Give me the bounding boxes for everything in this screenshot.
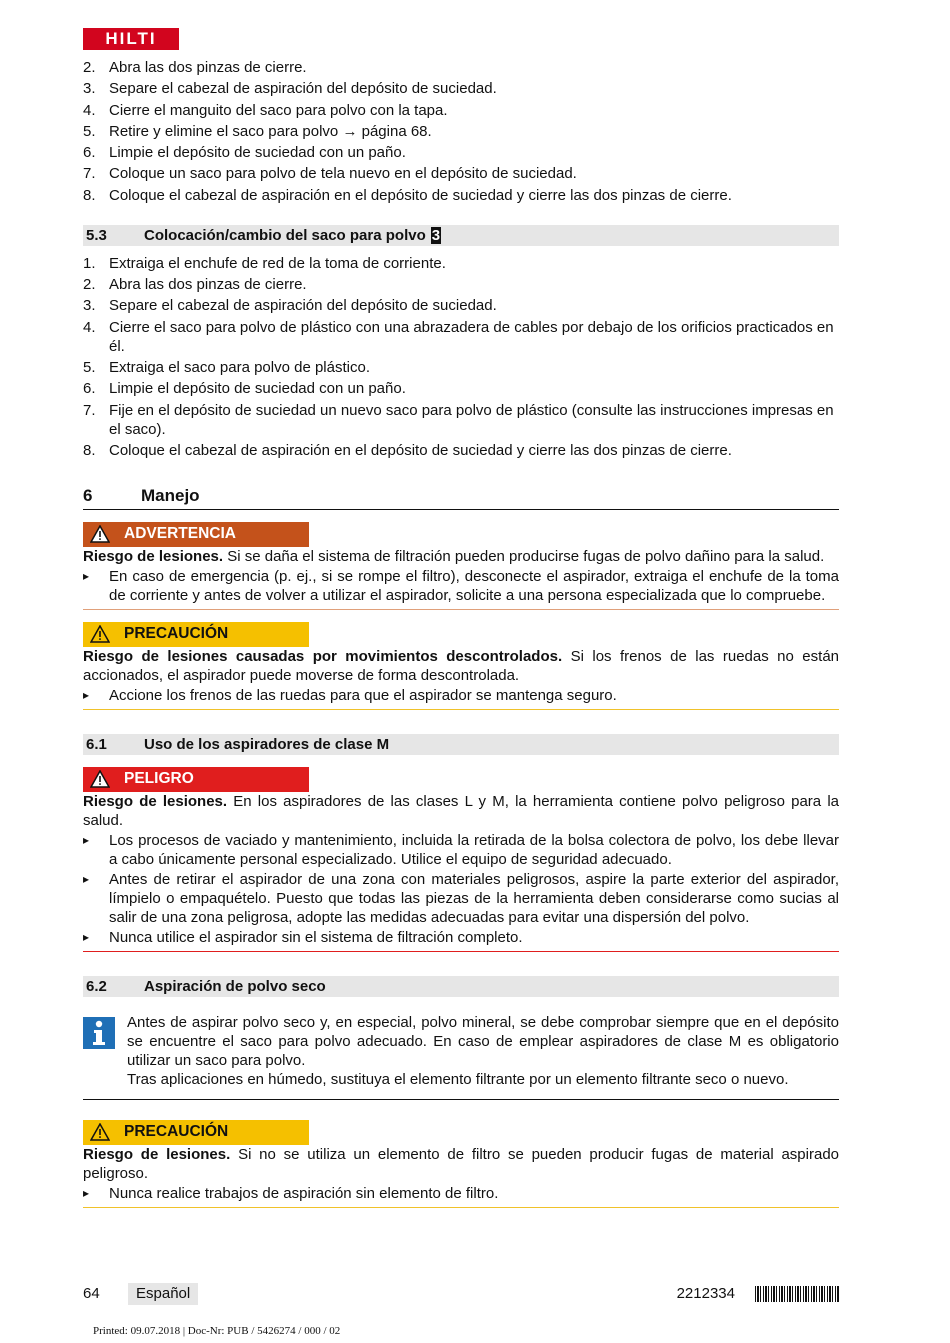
warning-text: Riesgo de lesiones. Si no se utiliza un elemento de filtro se pueden producir fugas de material aspirado peligroso. bbox=[83, 1145, 839, 1182]
signal-word-peligro: PELIGRO bbox=[83, 767, 309, 792]
warning-text: Riesgo de lesiones causadas por movimientos descontrolados. Si los frenos de las ruedas no están accionados, el aspirador puede moverse de forma descontrolada. bbox=[83, 647, 839, 684]
list-item: 2. Abra las dos pinzas de cierre. bbox=[83, 59, 307, 76]
section-heading-6-2: 6.2 Aspiración de polvo seco bbox=[83, 976, 839, 997]
warning-triangle-icon bbox=[90, 525, 110, 543]
list-item: 6. Limpie el depósito de suciedad con un paño. bbox=[83, 380, 406, 398]
document-body bbox=[83, 58, 839, 1208]
language-label: Español bbox=[128, 1283, 198, 1305]
list-item: 5. Retire y elimine el saco para polvo → página 68. bbox=[83, 122, 432, 140]
list-item: 8. Coloque el cabezal de aspiración en el depósito de suciedad y cierre las dos pinzas de cierre. bbox=[83, 186, 732, 204]
list-item: 3. Separe el cabezal de aspiración del depósito de suciedad. bbox=[83, 297, 497, 315]
warning-block-precaucion-2 bbox=[83, 1120, 839, 1208]
chapter-heading-6: 6 Manejo bbox=[83, 486, 839, 510]
list-item: 5. Extraiga el saco para polvo de plástico. bbox=[83, 358, 370, 376]
page-number: 64 bbox=[83, 1285, 100, 1302]
top-steps-list bbox=[83, 58, 839, 205]
info-note bbox=[83, 1013, 839, 1100]
section-heading-5-3: 5.3 Colocación/cambio del saco para polvo 3 bbox=[83, 225, 839, 246]
list-item: 3. Separe el cabezal de aspiración del depósito de suciedad. bbox=[83, 80, 497, 98]
section-5-3-steps bbox=[83, 254, 839, 460]
list-item: 7. Coloque un saco para polvo de tela nuevo en el depósito de suciedad. bbox=[83, 165, 577, 183]
info-icon bbox=[83, 1017, 115, 1049]
hilti-logo: HILTI bbox=[83, 28, 179, 50]
barcode bbox=[755, 1286, 839, 1302]
warning-text: Riesgo de lesiones. En los aspiradores de las clases L y M, la herramienta contiene polvo peligroso para la salud. bbox=[83, 792, 840, 829]
warning-bullets bbox=[83, 567, 839, 605]
warning-bullets bbox=[83, 1184, 839, 1203]
signal-word-advertencia: ADVERTENCIA bbox=[83, 522, 309, 547]
list-item: ▸ Nunca utilice el aspirador sin el sistema de filtración completo. bbox=[83, 928, 839, 947]
list-item: ▸ Accione los frenos de las ruedas para que el aspirador se mantenga seguro. bbox=[83, 686, 839, 705]
warning-bullets bbox=[83, 686, 839, 705]
list-item: ▸ Los procesos de vaciado y mantenimiento, incluida la retirada de la bolsa colectora de polvo, los debe llevar a cabo únicamente personal especializado. Utilice el equipo de seguridad adecuado. bbox=[83, 831, 839, 869]
list-item: ▸ Antes de retirar el aspirador de una zona con materiales peligrosos, aspire la parte exterior del aspirador, límpielo o empaquételo. Puesto que todas las piezas de la herramienta deben considerarse como sucias al salir de una zona peligrosa, adopte las medidas adecuadas para evitar una dispersión del polvo. bbox=[83, 870, 839, 927]
document-number: 2212334 bbox=[676, 1285, 735, 1302]
list-item: ▸ Nunca realice trabajos de aspiración sin elemento de filtro. bbox=[83, 1184, 839, 1203]
section-heading-6-1: 6.1 Uso de los aspiradores de clase M bbox=[83, 734, 839, 755]
warning-triangle-icon bbox=[90, 1123, 110, 1141]
list-item: 4. Cierre el manguito del saco para polvo con la tapa. bbox=[83, 101, 448, 119]
warning-triangle-icon bbox=[90, 625, 110, 643]
page-footer bbox=[83, 1283, 839, 1305]
warning-text: Riesgo de lesiones. Si se daña el sistema de filtración pueden producirse fugas de polvo dañino para la salud. bbox=[83, 547, 825, 565]
signal-word-precaucion: PRECAUCIÓN bbox=[83, 622, 309, 647]
info-text: Antes de aspirar polvo seco y, en especial, polvo mineral, se debe comprobar siempre que en el depósito se encuentre el saco para polvo adecuado. En caso de emplear aspiradores de clase M es obligatorio utilizar un saco para polvo. Tras aplicaciones en húmedo, sustituya el elemento filtrante por un elemento filtrante seco o nuevo. bbox=[127, 1013, 839, 1088]
print-info: Printed: 09.07.2018 | Doc-Nr: PUB / 5426274 / 000 / 02 bbox=[93, 1325, 341, 1337]
list-item: 1. Extraiga el enchufe de red de la toma de corriente. bbox=[83, 254, 446, 272]
list-item: ▸ En caso de emergencia (p. ej., si se rompe el filtro), desconecte el aspirador, extraiga el enchufe de la toma de corriente y antes de volver a utilizar el aspirador, solicite a una persona especializada que lo compruebe. bbox=[83, 567, 839, 605]
list-item: 7. Fije en el depósito de suciedad un nuevo saco para polvo de plástico (consulte las instrucciones impresas en el saco). bbox=[83, 401, 834, 438]
list-item: 2. Abra las dos pinzas de cierre. bbox=[83, 276, 307, 294]
figure-reference[interactable]: 3 bbox=[431, 226, 441, 244]
signal-word-precaucion: PRECAUCIÓN bbox=[83, 1120, 309, 1145]
warning-block-advertencia bbox=[83, 522, 839, 610]
warning-bullets bbox=[83, 831, 839, 947]
warning-block-peligro bbox=[83, 767, 839, 952]
warning-triangle-icon bbox=[90, 770, 110, 788]
list-item: 6. Limpie el depósito de suciedad con un paño. bbox=[83, 144, 406, 162]
warning-block-precaucion bbox=[83, 622, 839, 710]
list-item: 8. Coloque el cabezal de aspiración en el depósito de suciedad y cierre las dos pinzas de cierre. bbox=[83, 441, 732, 459]
list-item: 4. Cierre el saco para polvo de plástico con una abrazadera de cables por debajo de los orificios practicados en él. bbox=[83, 318, 834, 355]
